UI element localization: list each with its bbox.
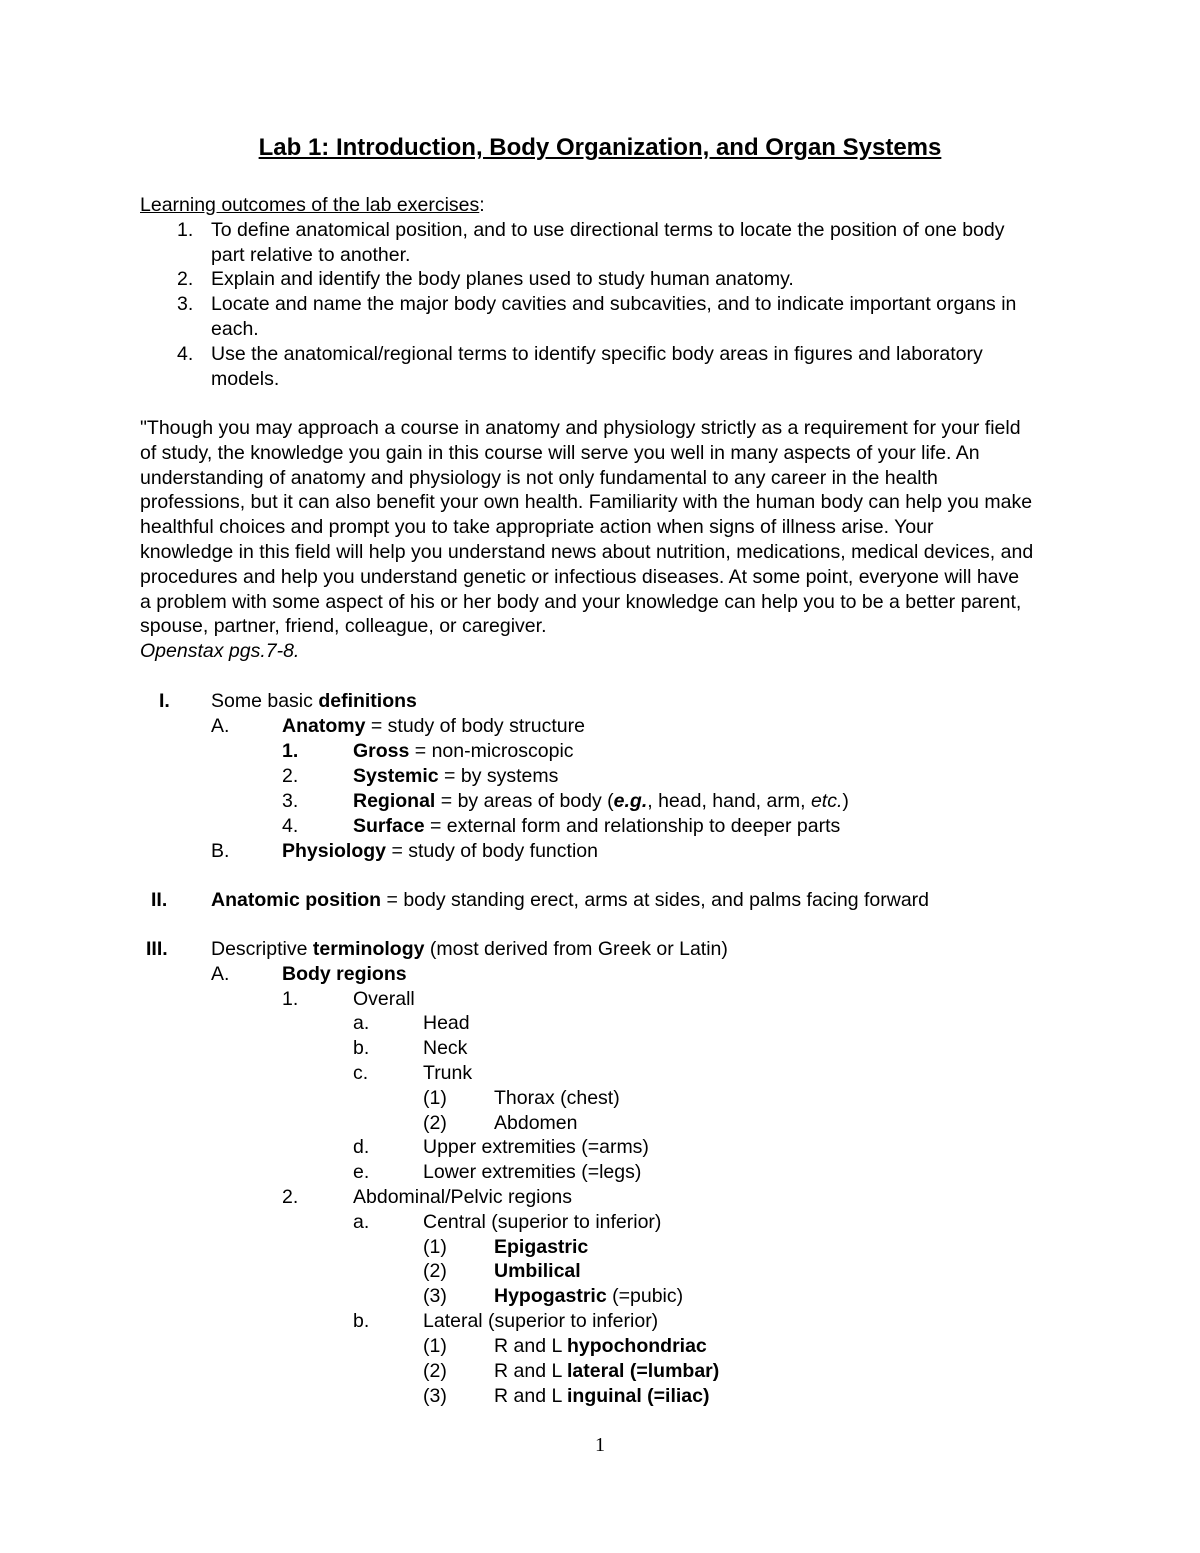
term-italic: etc. bbox=[810, 790, 843, 812]
term-def: , head, hand, arm, bbox=[647, 790, 811, 812]
quote-line: spouse, partner, friend, colleague, or caregiver. bbox=[140, 615, 547, 638]
section-bold: definitions bbox=[318, 690, 417, 712]
term-def: = non-microscopic bbox=[409, 740, 574, 762]
section-text: Descriptive bbox=[211, 938, 313, 960]
item-text: Overall bbox=[353, 988, 415, 1010]
outcome-text: Use the anatomical/regional terms to identify specific body areas in figures and laboratory bbox=[211, 343, 983, 365]
term-bold: Systemic bbox=[353, 765, 439, 787]
region-term bbox=[494, 1259, 581, 1284]
quote-line: knowledge in this field will help you understand news about nutrition, medications, medical devices, and bbox=[140, 540, 1034, 563]
outcomes-heading-text: Learning outcomes of the lab exercises bbox=[140, 194, 480, 216]
term-def: R and L bbox=[494, 1335, 567, 1357]
term-def: = by areas of body ( bbox=[435, 790, 614, 812]
section-number: I. bbox=[159, 690, 170, 712]
item-letter: b. bbox=[353, 1037, 370, 1059]
section-heading bbox=[211, 888, 929, 913]
item-letter: a. bbox=[353, 1012, 370, 1034]
section-number: III. bbox=[146, 938, 168, 960]
section-number: II. bbox=[151, 889, 168, 911]
term-bold: Physiology bbox=[282, 840, 387, 862]
outcomes-heading-colon: : bbox=[479, 194, 485, 216]
item-text: Upper extremities (=arms) bbox=[423, 1136, 649, 1158]
term-bold: lateral (=lumbar) bbox=[567, 1360, 720, 1382]
item-text: Trunk bbox=[423, 1062, 473, 1084]
item-text: Lower extremities (=legs) bbox=[423, 1161, 642, 1183]
item-letter: d. bbox=[353, 1136, 370, 1158]
term-bold: Umbilical bbox=[494, 1260, 581, 1282]
quote-line: "Though you may approach a course in anatomy and physiology strictly as a requirement for your field bbox=[140, 417, 1021, 439]
term-bold: Anatomy bbox=[282, 715, 366, 737]
region-term bbox=[494, 1235, 588, 1260]
term-bold: Anatomic position bbox=[211, 889, 382, 911]
region-term bbox=[494, 1334, 707, 1359]
item-number: 2. bbox=[282, 1186, 299, 1208]
term-def: R and L bbox=[494, 1385, 567, 1407]
outcome-num: 2. bbox=[177, 268, 194, 290]
term-def: = by systems bbox=[438, 765, 559, 787]
item-letter: e. bbox=[353, 1161, 370, 1183]
item-text: Abdominal/Pelvic regions bbox=[353, 1186, 572, 1208]
definition-item bbox=[353, 739, 574, 764]
item-paren: (1) bbox=[423, 1236, 447, 1258]
outcome-text: Explain and identify the body planes used to study human anatomy. bbox=[211, 268, 794, 290]
quote-line: understanding of anatomy and physiology is not only fundamental to any career in the health bbox=[140, 466, 938, 489]
outcome-text: each. bbox=[211, 318, 259, 340]
outcome-num: 3. bbox=[177, 293, 194, 315]
term-def: = external form and relationship to deeper parts bbox=[424, 815, 841, 837]
definition-item bbox=[353, 789, 849, 814]
section-text: (most derived from Greek or Latin) bbox=[424, 938, 728, 960]
item-paren: (3) bbox=[423, 1385, 447, 1407]
item-text: Head bbox=[423, 1012, 470, 1034]
term-def: ) bbox=[842, 790, 849, 812]
outcome-text: To define anatomical position, and to use directional terms to locate the position of one body bbox=[211, 219, 1005, 241]
quote-line: procedures and help you understand genetic or infectious diseases. At some point, everyone will have bbox=[140, 565, 1020, 588]
item-paren: (2) bbox=[423, 1260, 447, 1282]
quote-line: professions, but it can also benefit your own health. Familiarity with the human body can help you make bbox=[140, 491, 1033, 514]
outcome-text: models. bbox=[211, 368, 280, 390]
item-text: Thorax (chest) bbox=[494, 1087, 620, 1109]
quote-line: healthful choices and prompt you to take appropriate action when signs of illness arise. Your bbox=[140, 516, 934, 539]
section-heading bbox=[211, 689, 417, 714]
outcome-text: Locate and name the major body cavities and subcavities, and to indicate important organs in bbox=[211, 293, 1017, 315]
term-bold: inguinal (=iliac) bbox=[567, 1385, 710, 1407]
term-bold: hypochondriac bbox=[567, 1335, 707, 1357]
term-bold: Surface bbox=[353, 815, 425, 837]
item-number: 1. bbox=[282, 740, 299, 762]
subsection-heading: Body regions bbox=[282, 963, 407, 985]
definition-item bbox=[353, 814, 840, 839]
item-paren: (2) bbox=[423, 1360, 447, 1382]
quote-paragraph bbox=[140, 416, 1100, 664]
item-text: Abdomen bbox=[494, 1112, 578, 1134]
outcome-text: part relative to another. bbox=[211, 244, 411, 266]
item-letter: b. bbox=[353, 1310, 370, 1332]
term-def: = study of body function bbox=[386, 840, 598, 862]
item-letter: c. bbox=[353, 1062, 369, 1084]
outcomes-heading bbox=[140, 193, 485, 218]
item-number: 3. bbox=[282, 790, 299, 812]
subsection-label: B. bbox=[211, 840, 230, 862]
subsection-heading bbox=[282, 839, 598, 864]
term-bold: Gross bbox=[353, 740, 410, 762]
definition-item bbox=[353, 764, 558, 789]
page-title: Lab 1: Introduction, Body Organization, and Organ Systems bbox=[258, 134, 942, 161]
section-bold: terminology bbox=[312, 938, 425, 960]
term-def: (=pubic) bbox=[606, 1285, 684, 1307]
outcome-num: 4. bbox=[177, 343, 194, 365]
item-number: 4. bbox=[282, 815, 299, 837]
item-letter: a. bbox=[353, 1211, 370, 1233]
subsection-label: A. bbox=[211, 963, 230, 985]
item-text: Central (superior to inferior) bbox=[423, 1211, 662, 1233]
item-paren: (1) bbox=[423, 1335, 447, 1357]
item-paren: (3) bbox=[423, 1285, 447, 1307]
item-paren: (1) bbox=[423, 1087, 447, 1109]
term-bold: Hypogastric bbox=[494, 1285, 607, 1307]
section-heading bbox=[211, 937, 728, 962]
term-italic: e.g. bbox=[613, 790, 648, 812]
region-term bbox=[494, 1284, 683, 1309]
item-number: 1. bbox=[282, 988, 299, 1010]
term-def: = body standing erect, arms at sides, and palms facing forward bbox=[381, 889, 929, 911]
outcome-num: 1. bbox=[177, 219, 194, 241]
item-number: 2. bbox=[282, 765, 299, 787]
term-def: = study of body structure bbox=[365, 715, 585, 737]
term-def: R and L bbox=[494, 1360, 567, 1382]
subsection-heading bbox=[282, 714, 585, 739]
subsection-label: A. bbox=[211, 715, 230, 737]
region-term bbox=[494, 1359, 719, 1384]
term-bold: Regional bbox=[353, 790, 436, 812]
item-text: Lateral (superior to inferior) bbox=[423, 1310, 659, 1332]
term-bold: Epigastric bbox=[494, 1236, 589, 1258]
item-paren: (2) bbox=[423, 1112, 447, 1134]
region-term bbox=[494, 1384, 709, 1409]
quote-line: of study, the knowledge you gain in this course will serve you well in many aspects of your life. An bbox=[140, 441, 980, 464]
item-text: Neck bbox=[423, 1037, 468, 1059]
quote-source: Openstax pgs.7-8. bbox=[140, 640, 300, 663]
quote-line: a problem with some aspect of his or her body and your knowledge can help you to be a better parent, bbox=[140, 590, 1022, 613]
section-text: Some basic bbox=[211, 690, 319, 712]
page-number: 1 bbox=[595, 1434, 605, 1456]
